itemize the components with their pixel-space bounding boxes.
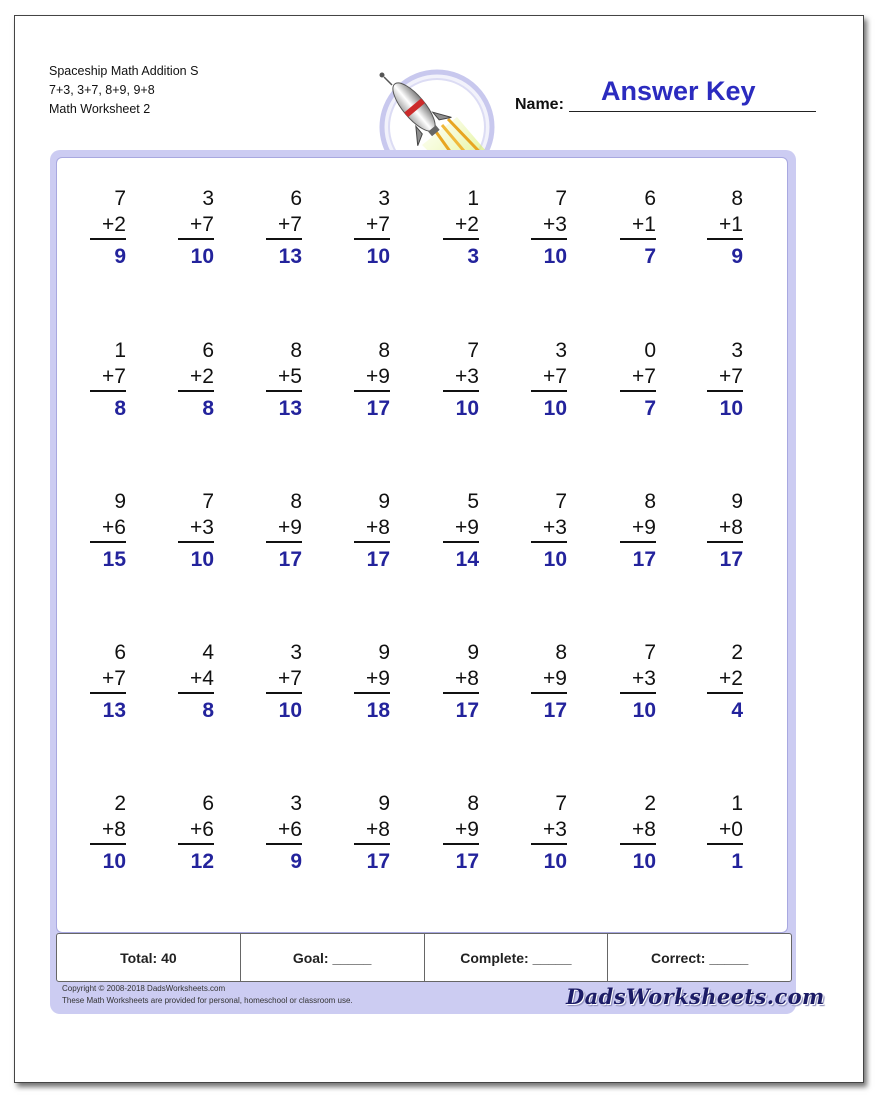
answer: 10 bbox=[455, 397, 479, 420]
answer-key-title: Answer Key bbox=[601, 76, 756, 106]
addend-top: 6 bbox=[644, 187, 656, 210]
addend-top: 2 bbox=[114, 792, 126, 815]
sum-line bbox=[266, 390, 302, 392]
addend-top: 3 bbox=[290, 641, 302, 664]
addend-top: 7 bbox=[555, 490, 567, 513]
addition-problem bbox=[703, 489, 743, 573]
addition-problem bbox=[616, 338, 656, 422]
worksheet-facts: 7+3, 3+7, 8+9, 9+8 bbox=[49, 83, 155, 97]
addition-problem bbox=[439, 186, 479, 270]
addend-bottom: +7 bbox=[632, 365, 656, 388]
worksheet-number: Math Worksheet 2 bbox=[49, 102, 151, 116]
addend-top: 8 bbox=[290, 339, 302, 362]
addend-top: 8 bbox=[290, 490, 302, 513]
sum-line bbox=[443, 541, 479, 543]
addend-bottom: +3 bbox=[543, 818, 567, 841]
sum-line bbox=[178, 843, 214, 845]
answer: 10 bbox=[543, 548, 567, 571]
worksheet-title: Spaceship Math Addition S bbox=[49, 64, 199, 78]
sum-line bbox=[707, 390, 743, 392]
addend-bottom: +7 bbox=[278, 213, 302, 236]
addend-bottom: +9 bbox=[366, 667, 390, 690]
addend-top: 9 bbox=[731, 490, 743, 513]
sum-line bbox=[354, 692, 390, 694]
sum-line bbox=[354, 541, 390, 543]
answer: 10 bbox=[543, 245, 567, 268]
sum-line bbox=[620, 843, 656, 845]
addend-bottom: +8 bbox=[102, 818, 126, 841]
addend-top: 7 bbox=[555, 792, 567, 815]
addend-bottom: +3 bbox=[543, 213, 567, 236]
addend-bottom: +9 bbox=[632, 516, 656, 539]
addition-problem bbox=[86, 186, 126, 270]
addend-bottom: +8 bbox=[719, 516, 743, 539]
sum-line bbox=[531, 238, 567, 240]
copyright-line: Copyright © 2008-2018 DadsWorksheets.com bbox=[62, 984, 226, 993]
name-field-line bbox=[569, 111, 816, 112]
addend-bottom: +3 bbox=[632, 667, 656, 690]
addend-bottom: +2 bbox=[190, 365, 214, 388]
addend-bottom: +2 bbox=[102, 213, 126, 236]
addend-top: 8 bbox=[467, 792, 479, 815]
addition-problem bbox=[703, 640, 743, 724]
addend-top: 1 bbox=[114, 339, 126, 362]
addition-problem bbox=[527, 640, 567, 724]
addition-problem bbox=[174, 791, 214, 875]
addition-problem bbox=[616, 186, 656, 270]
answer: 7 bbox=[644, 245, 656, 268]
addition-problem bbox=[86, 791, 126, 875]
answer: 8 bbox=[114, 397, 126, 420]
score-bar bbox=[56, 933, 792, 982]
sum-line bbox=[531, 843, 567, 845]
sum-line bbox=[90, 238, 126, 240]
addend-bottom: +7 bbox=[190, 213, 214, 236]
addition-problem bbox=[262, 791, 302, 875]
sum-line bbox=[531, 541, 567, 543]
answer: 17 bbox=[366, 397, 390, 420]
addend-bottom: +0 bbox=[719, 818, 743, 841]
sum-line bbox=[266, 843, 302, 845]
answer: 1 bbox=[731, 850, 743, 873]
answer: 10 bbox=[102, 850, 126, 873]
addend-bottom: +6 bbox=[102, 516, 126, 539]
addition-problem bbox=[86, 338, 126, 422]
addend-bottom: +5 bbox=[278, 365, 302, 388]
addend-bottom: +3 bbox=[543, 516, 567, 539]
answer: 13 bbox=[102, 699, 126, 722]
addend-bottom: +2 bbox=[455, 213, 479, 236]
addend-bottom: +8 bbox=[455, 667, 479, 690]
addend-bottom: +6 bbox=[278, 818, 302, 841]
sum-line bbox=[620, 238, 656, 240]
answer: 9 bbox=[114, 245, 126, 268]
addend-top: 7 bbox=[555, 187, 567, 210]
addition-problem bbox=[439, 338, 479, 422]
addition-problem bbox=[174, 640, 214, 724]
addition-problem bbox=[439, 640, 479, 724]
answer: 4 bbox=[731, 699, 743, 722]
addition-problem bbox=[527, 338, 567, 422]
addition-problem bbox=[703, 791, 743, 875]
addition-problem bbox=[527, 791, 567, 875]
addend-bottom: +6 bbox=[190, 818, 214, 841]
sum-line bbox=[354, 390, 390, 392]
addend-top: 7 bbox=[644, 641, 656, 664]
addend-bottom: +3 bbox=[190, 516, 214, 539]
sum-line bbox=[90, 843, 126, 845]
correct-cell: Correct: _____ bbox=[650, 949, 749, 966]
addend-top: 3 bbox=[731, 339, 743, 362]
addend-bottom: +7 bbox=[719, 365, 743, 388]
addend-top: 9 bbox=[378, 641, 390, 664]
sum-line bbox=[443, 692, 479, 694]
addition-problem bbox=[703, 338, 743, 422]
sum-line bbox=[707, 692, 743, 694]
answer: 9 bbox=[290, 850, 302, 873]
addition-problem bbox=[262, 640, 302, 724]
sum-line bbox=[620, 390, 656, 392]
sum-line bbox=[531, 692, 567, 694]
answer: 10 bbox=[190, 548, 214, 571]
addend-top: 7 bbox=[202, 490, 214, 513]
addition-problem bbox=[439, 791, 479, 875]
answer: 3 bbox=[467, 245, 479, 268]
answer: 14 bbox=[455, 548, 479, 571]
addend-bottom: +8 bbox=[632, 818, 656, 841]
sum-line bbox=[354, 238, 390, 240]
addition-problem bbox=[616, 640, 656, 724]
sum-line bbox=[443, 390, 479, 392]
sum-line bbox=[620, 541, 656, 543]
answer: 7 bbox=[644, 397, 656, 420]
complete-cell: Complete: _____ bbox=[425, 934, 609, 981]
goal-cell: Goal: _____ bbox=[241, 934, 425, 981]
worksheet-header bbox=[49, 62, 198, 119]
addend-bottom: +8 bbox=[366, 818, 390, 841]
addition-problem bbox=[350, 338, 390, 422]
addend-top: 6 bbox=[202, 792, 214, 815]
sum-line bbox=[90, 692, 126, 694]
addition-problem bbox=[527, 489, 567, 573]
addend-bottom: +7 bbox=[102, 365, 126, 388]
answer: 10 bbox=[366, 245, 390, 268]
addend-top: 8 bbox=[644, 490, 656, 513]
addend-bottom: +9 bbox=[366, 365, 390, 388]
addition-problem bbox=[174, 489, 214, 573]
answer: 15 bbox=[102, 548, 126, 571]
addend-bottom: +8 bbox=[366, 516, 390, 539]
addend-bottom: +9 bbox=[455, 516, 479, 539]
addition-problem bbox=[350, 791, 390, 875]
addition-problem bbox=[262, 489, 302, 573]
addend-bottom: +9 bbox=[455, 818, 479, 841]
addend-top: 1 bbox=[731, 792, 743, 815]
addend-top: 8 bbox=[731, 187, 743, 210]
sum-line bbox=[178, 692, 214, 694]
addend-top: 0 bbox=[644, 339, 656, 362]
answer: 17 bbox=[632, 548, 656, 571]
sum-line bbox=[707, 843, 743, 845]
sum-line bbox=[90, 390, 126, 392]
sum-line bbox=[707, 541, 743, 543]
addend-bottom: +1 bbox=[719, 213, 743, 236]
answer: 12 bbox=[190, 850, 214, 873]
sum-line bbox=[266, 692, 302, 694]
answer: 18 bbox=[366, 699, 390, 722]
addition-problem bbox=[350, 489, 390, 573]
addend-bottom: +7 bbox=[102, 667, 126, 690]
addend-bottom: +3 bbox=[455, 365, 479, 388]
answer: 17 bbox=[366, 548, 390, 571]
addend-top: 7 bbox=[114, 187, 126, 210]
sum-line bbox=[707, 238, 743, 240]
answer: 10 bbox=[632, 699, 656, 722]
addend-bottom: +9 bbox=[278, 516, 302, 539]
answer: 17 bbox=[719, 548, 743, 571]
answer: 10 bbox=[632, 850, 656, 873]
sum-line bbox=[266, 238, 302, 240]
addition-problem bbox=[350, 640, 390, 724]
addition-problem bbox=[262, 338, 302, 422]
answer: 8 bbox=[202, 699, 214, 722]
addition-problem bbox=[262, 186, 302, 270]
addend-top: 6 bbox=[202, 339, 214, 362]
addition-problem bbox=[174, 186, 214, 270]
addition-problem bbox=[616, 489, 656, 573]
addend-top: 6 bbox=[290, 187, 302, 210]
sum-line bbox=[620, 692, 656, 694]
answer: 10 bbox=[543, 850, 567, 873]
sum-line bbox=[266, 541, 302, 543]
answer: 10 bbox=[719, 397, 743, 420]
answer: 13 bbox=[278, 397, 302, 420]
usage-line: These Math Worksheets are provided for personal, homeschool or classroom use. bbox=[62, 996, 353, 1005]
addition-problem bbox=[174, 338, 214, 422]
answer: 17 bbox=[543, 699, 567, 722]
addend-top: 3 bbox=[202, 187, 214, 210]
answer: 17 bbox=[455, 850, 479, 873]
addend-top: 5 bbox=[467, 490, 479, 513]
brand-logo: DadsWorksheets.com bbox=[566, 984, 825, 1009]
addend-bottom: +7 bbox=[366, 213, 390, 236]
answer: 10 bbox=[543, 397, 567, 420]
answer: 10 bbox=[190, 245, 214, 268]
addend-top: 9 bbox=[378, 490, 390, 513]
problem-area bbox=[56, 157, 788, 933]
addend-top: 9 bbox=[467, 641, 479, 664]
sum-line bbox=[443, 238, 479, 240]
answer: 9 bbox=[731, 245, 743, 268]
addend-bottom: +2 bbox=[719, 667, 743, 690]
sum-line bbox=[178, 238, 214, 240]
answer: 17 bbox=[366, 850, 390, 873]
answer: 13 bbox=[278, 245, 302, 268]
sum-line bbox=[443, 843, 479, 845]
addition-problem bbox=[86, 640, 126, 724]
addend-top: 3 bbox=[378, 187, 390, 210]
addend-bottom: +1 bbox=[632, 213, 656, 236]
total-cell: Total: 40 bbox=[57, 934, 241, 981]
sum-line bbox=[531, 390, 567, 392]
addend-bottom: +7 bbox=[278, 667, 302, 690]
addition-problem bbox=[86, 489, 126, 573]
addend-top: 9 bbox=[378, 792, 390, 815]
sum-line bbox=[178, 390, 214, 392]
name-label: Name: bbox=[515, 96, 564, 113]
answer: 10 bbox=[278, 699, 302, 722]
sum-line bbox=[90, 541, 126, 543]
addend-top: 8 bbox=[378, 339, 390, 362]
answer: 17 bbox=[278, 548, 302, 571]
addend-top: 2 bbox=[644, 792, 656, 815]
sum-line bbox=[178, 541, 214, 543]
addend-top: 9 bbox=[114, 490, 126, 513]
addition-problem bbox=[527, 186, 567, 270]
addend-bottom: +9 bbox=[543, 667, 567, 690]
addend-top: 1 bbox=[467, 187, 479, 210]
copyright-notice bbox=[62, 983, 353, 1007]
answer: 17 bbox=[455, 699, 479, 722]
sum-line bbox=[354, 843, 390, 845]
addend-bottom: +7 bbox=[543, 365, 567, 388]
addition-problem bbox=[616, 791, 656, 875]
addend-top: 8 bbox=[555, 641, 567, 664]
addend-bottom: +4 bbox=[190, 667, 214, 690]
addition-problem bbox=[703, 186, 743, 270]
answer: 8 bbox=[202, 397, 214, 420]
addend-top: 6 bbox=[114, 641, 126, 664]
addend-top: 2 bbox=[731, 641, 743, 664]
addend-top: 3 bbox=[290, 792, 302, 815]
addend-top: 7 bbox=[467, 339, 479, 362]
addition-problem bbox=[350, 186, 390, 270]
addend-top: 3 bbox=[555, 339, 567, 362]
addend-top: 4 bbox=[202, 641, 214, 664]
addition-problem bbox=[439, 489, 479, 573]
